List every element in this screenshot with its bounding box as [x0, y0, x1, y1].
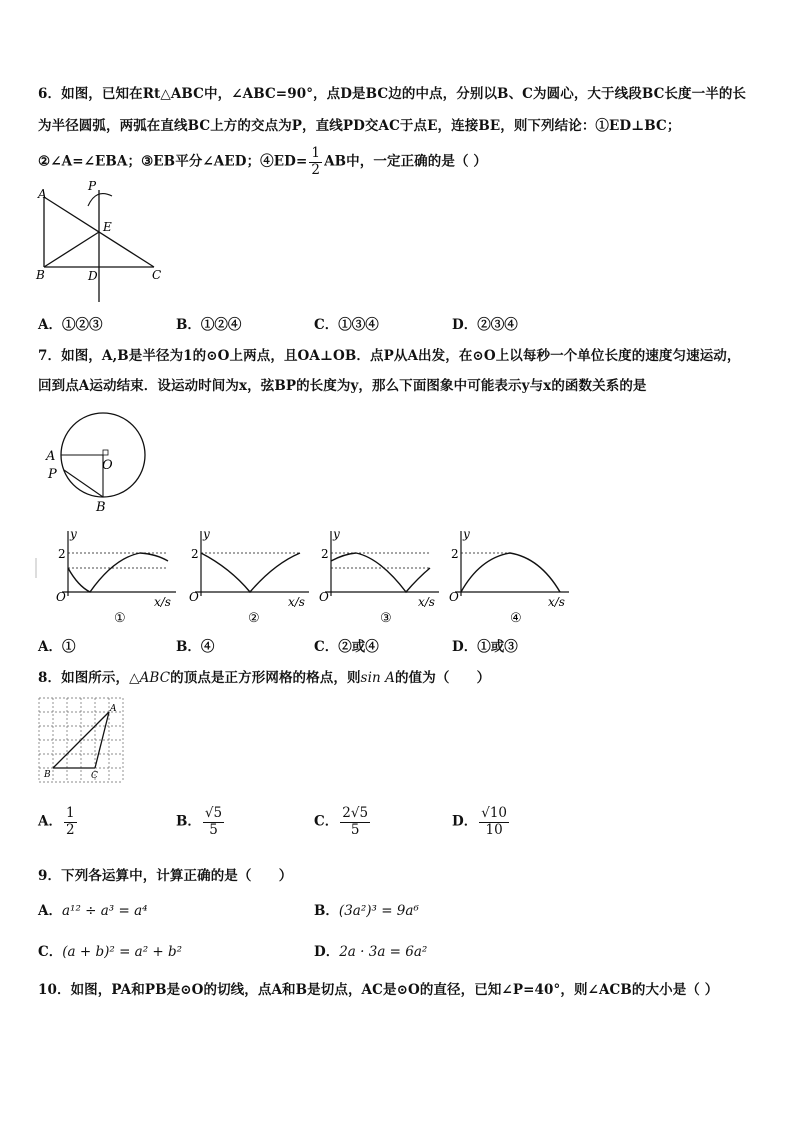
q8-option-c-den: 5 — [350, 821, 360, 838]
q8-option-a-num: 1 — [65, 805, 75, 821]
q7-g1-x-label: x/s — [154, 595, 171, 609]
q7-graph-3 — [319, 528, 439, 626]
q7-label-B: B — [96, 500, 106, 515]
q6-line3 — [38, 146, 487, 178]
q6-option-a[interactable]: A．①②③ — [38, 317, 103, 333]
q7-g4-number: ④ — [510, 611, 522, 626]
q6-frac-den: 2 — [311, 161, 321, 178]
q7-g1-number: ① — [114, 611, 126, 626]
q7-g3-number: ③ — [380, 611, 392, 626]
q7-line1: 7．如图，A,B是半径为1的⊙O上两点，且OA⊥OB．点P从A出发，在⊙O上以每秒一个单位长度的速度匀速运动， — [38, 348, 741, 364]
q6-frac-num: 1 — [311, 145, 321, 161]
q9-line1: 9．下列各运算中，计算正确的是（ ） — [38, 868, 293, 884]
q7-g4-origin: O — [449, 590, 459, 604]
q7-g2-x-label: x/s — [288, 595, 305, 609]
q6-label-D: D — [88, 269, 98, 283]
q8-option-d[interactable] — [452, 806, 511, 838]
q6-figure — [30, 176, 170, 306]
q7-g4-x-label: x/s — [548, 595, 565, 609]
q7-option-b[interactable]: B．④ — [176, 639, 215, 655]
q8-option-b-den: 5 — [209, 821, 218, 838]
q8-text-b: 的顶点是正方形网格的格点，则 — [170, 670, 361, 686]
q8-option-c-num: 2√5 — [342, 805, 369, 821]
q9-option-d[interactable] — [314, 940, 427, 960]
q6-seg-BE — [44, 232, 99, 267]
q7-graphs — [34, 528, 594, 628]
q6-line2: 为半径圆弧，两弧在直线BC上方的交点为P，直线PD交AC于点E，连接BE，则下列结论：①ED⊥BC； — [38, 118, 681, 134]
q9-option-c-expr: (a + b)² = a² + b² — [62, 944, 183, 960]
q6-arc — [88, 194, 112, 206]
q7-g2-tick-2: 2 — [191, 547, 199, 561]
q8-option-a-fraction — [64, 806, 77, 838]
q7-label-A: A — [46, 449, 56, 464]
q6-option-d[interactable]: D．②③④ — [452, 317, 518, 333]
q9-option-a-label: A． — [38, 903, 62, 919]
q7-g3-y-label: y — [333, 528, 340, 541]
q9-option-a[interactable] — [38, 899, 148, 919]
q8-line1 — [38, 666, 490, 686]
q6-line3-text-b: AB中，一定正确的是（ ） — [324, 153, 487, 170]
q8-text-a: 8．如图所示， — [38, 670, 130, 686]
q6-label-C: C — [152, 268, 162, 282]
q7-circle-figure — [40, 410, 160, 516]
q8-option-a[interactable] — [38, 806, 79, 838]
q8-grid-figure — [38, 697, 128, 783]
q8-option-c[interactable] — [314, 806, 372, 838]
q6-fraction — [309, 146, 322, 178]
q7-right-angle — [103, 450, 108, 455]
q8-option-b-num: √5 — [204, 805, 223, 821]
q8-seg-AC — [95, 712, 109, 768]
q9-option-b-expr: (3a²)³ = 9a⁶ — [338, 903, 419, 919]
q6-line3-text-a: ②∠A=∠EBA；③EB平分∠AED；④ED= — [38, 153, 308, 170]
q7-g1-tick-2: 2 — [58, 547, 66, 561]
q8-option-d-num: √10 — [481, 805, 507, 821]
q7-g1-y-label: y — [70, 528, 77, 541]
q8-option-a-den: 2 — [65, 821, 75, 838]
q8-label-A: A — [110, 704, 117, 714]
q8-option-c-label: C． — [314, 813, 339, 830]
q7-g3-curve — [331, 553, 430, 592]
q7-g4-tick-2: 2 — [451, 547, 459, 561]
q9-option-d-expr: 2a · 3a = 6a² — [339, 944, 428, 960]
q6-label-P: P — [88, 179, 97, 193]
q6-label-B: B — [36, 268, 45, 282]
q7-label-O: O — [102, 458, 113, 473]
q7-g2-curve — [201, 553, 300, 592]
q7-g3-x-label: x/s — [418, 595, 435, 609]
q7-g3-tick-2: 2 — [321, 547, 329, 561]
q7-option-d[interactable]: D．①或③ — [452, 639, 518, 655]
q6-label-E: E — [103, 220, 112, 234]
q8-option-b-label: B． — [176, 813, 201, 830]
q6-line1: 6．如图，已知在Rt△ABC中，∠ABC=90°，点D是BC边的中点，分别以B、C为圆心，大于线段BC长度一半的长 — [38, 86, 747, 102]
q7-graph-1 — [36, 528, 176, 626]
q7-chord-BP — [64, 470, 103, 497]
q7-option-c[interactable]: C．②或④ — [314, 639, 379, 655]
q7-g2-y-label: y — [203, 528, 210, 541]
q9-option-b[interactable] — [314, 899, 419, 919]
q9-option-c[interactable] — [38, 940, 182, 960]
q9-option-d-label: D． — [314, 944, 340, 960]
q7-graph-4 — [449, 528, 569, 626]
q7-g3-origin: O — [319, 590, 329, 604]
q6-option-b[interactable]: B．①②④ — [176, 317, 242, 333]
q7-g4-y-label: y — [463, 528, 470, 541]
q8-option-d-den: 10 — [485, 821, 503, 838]
q8-option-a-label: A． — [38, 813, 62, 830]
q8-option-b-fraction — [203, 806, 224, 838]
q7-graph-2 — [189, 528, 309, 626]
q7-g1-curve — [68, 553, 168, 592]
q7-g4-curve — [461, 553, 560, 592]
q9-option-c-label: C． — [38, 944, 63, 960]
q9-option-a-expr: a¹² ÷ a³ = a⁴ — [61, 903, 148, 919]
q8-option-c-fraction — [340, 806, 370, 838]
q7-g1-origin: O — [56, 590, 66, 604]
q7-label-P: P — [48, 467, 57, 482]
q8-label-B: B — [44, 770, 51, 780]
q8-option-d-label: D． — [452, 813, 478, 830]
q8-option-d-fraction — [479, 806, 509, 838]
q10-line1: 10．如图，PA和PB是⊙O的切线，点A和B是切点，AC是⊙O的直径，已知∠P=40°，则∠ACB的大小是（ ） — [38, 982, 719, 998]
q8-label-C: C — [91, 771, 98, 781]
q8-option-b[interactable] — [176, 806, 226, 838]
q8-text-c: 的值为（ ） — [395, 670, 491, 686]
q6-option-c[interactable]: C．①③④ — [314, 317, 379, 333]
q8-triangle: △ABC — [129, 670, 171, 686]
q7-option-a[interactable]: A．① — [38, 639, 76, 655]
q7-line2: 回到点A运动结束．设运动时间为x，弦BP的长度为y，那么下面图象中可能表示y与x的函数关系的是 — [38, 378, 647, 394]
q7-g2-origin: O — [189, 590, 199, 604]
q6-label-A: A — [38, 187, 47, 201]
q8-sin: sin A — [360, 670, 396, 686]
q7-g2-number: ② — [248, 611, 260, 626]
q9-option-b-label: B． — [314, 903, 339, 919]
